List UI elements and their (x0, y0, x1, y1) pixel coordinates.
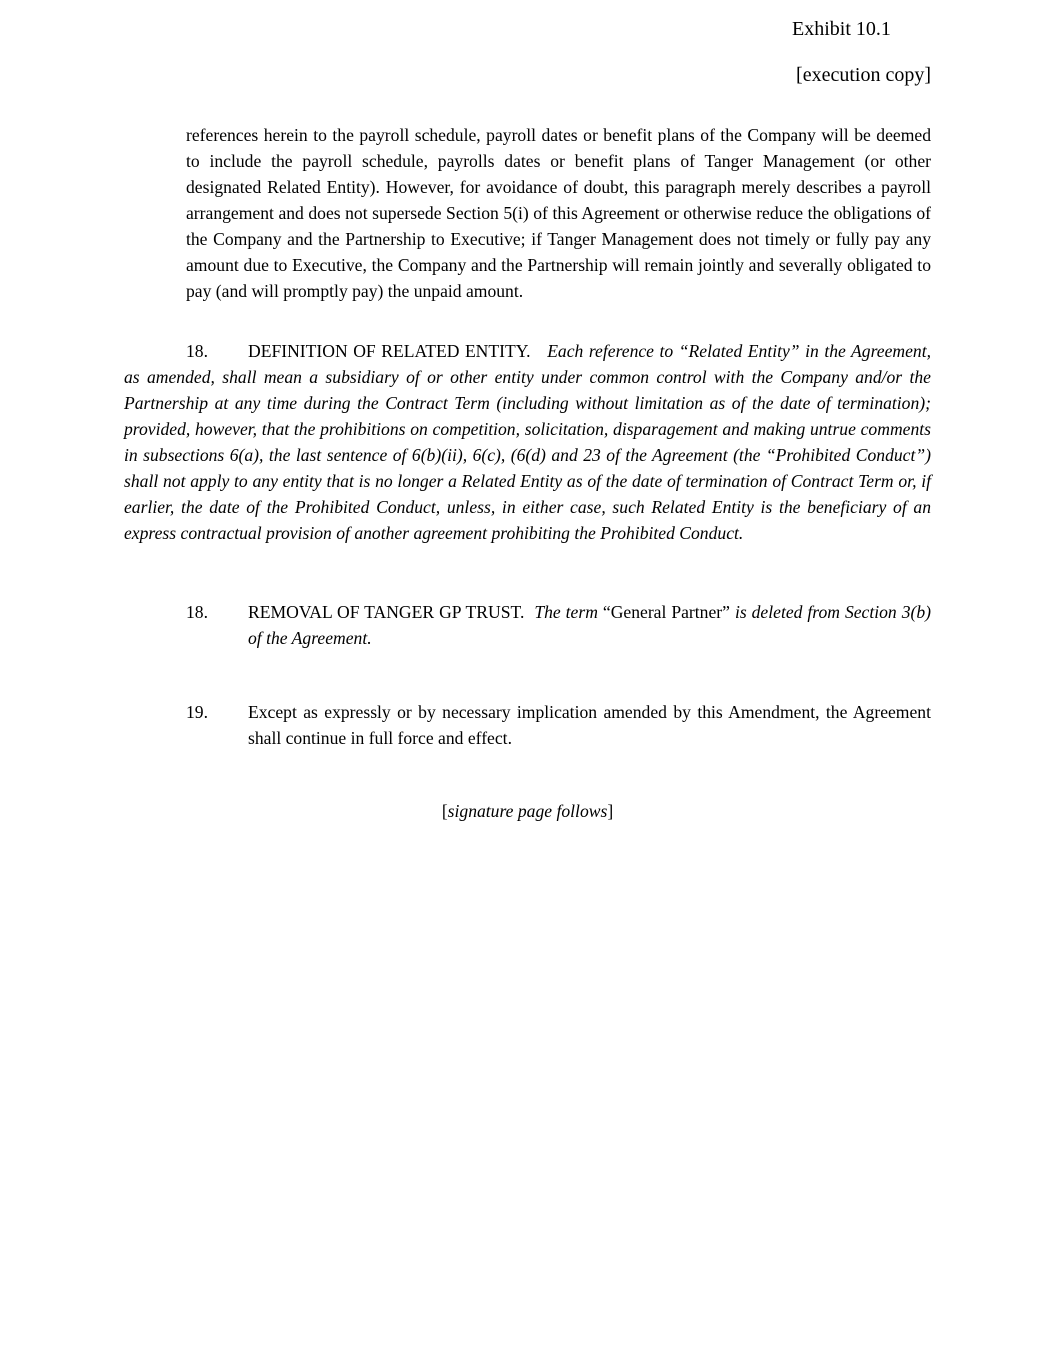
continuance-section (186, 699, 931, 751)
section-body: Each reference to “Related Entity” in the Agreement, as amended, shall mean a subsidiary of or other entity under common control with the Company and/or the Partnership at any time during the Contract Term (including without limitation as of the date of termination); provided, however, that the prohibitions on competition, solicitation, disparagement and making untrue comments in subsections 6(a), the last sentence of 6(b)(ii), 6(c), (6(d) and 23 of the Agreement (the “Prohibited Conduct”) shall not apply to any entity that is no longer a Related Entity as of the date of termination of Contract Term or, if earlier, the date of the Prohibited Conduct, unless, in either case, such Related Entity is the beneficiary of an express contractual provision of another agreement prohibiting the Prohibited Conduct. (124, 341, 931, 543)
execution-copy-label: [execution copy] (796, 64, 931, 86)
defined-term: “General Partner” (602, 602, 730, 622)
section-number: 19. (186, 702, 208, 722)
section-text-italic: is deleted from Section 3(b) of the Agreement. (248, 602, 932, 648)
section-number: 18. (186, 341, 208, 361)
removal-section (186, 599, 931, 651)
section-body: Except as expressly or by necessary implication amended by this Amendment, the Agreement shall continue in full force and effect. (248, 702, 931, 748)
section-number: 18. (186, 602, 208, 622)
section-heading: REMOVAL OF TANGER GP TRUST. (248, 602, 525, 622)
section-body (248, 599, 931, 651)
section-text-italic: The term (534, 602, 598, 622)
continuation-paragraph: references herein to the payroll schedule, payroll dates or benefit plans of the Company will be deemed to include the payroll schedule, payrolls dates or benefit plans of Tanger Management (or other designated Related Entity). However, for avoidance of doubt, this paragraph merely describes a payroll arrangement and does not supersede Section 5(i) of this Agreement or otherwise reduce the obligations of the Company and the Partnership to Executive; if Tanger Management does not timely or fully pay any amount due to Executive, the Company and the Partnership will remain jointly and severally obligated to pay (and will promptly pay) the unpaid amount. (186, 125, 931, 301)
section-heading: DEFINITION OF RELATED ENTITY. (248, 341, 531, 361)
definition-related-entity-section (124, 338, 931, 546)
signature-page-note: [signature page follows] (441, 801, 614, 821)
exhibit-label: Exhibit 10.1 (792, 18, 891, 40)
